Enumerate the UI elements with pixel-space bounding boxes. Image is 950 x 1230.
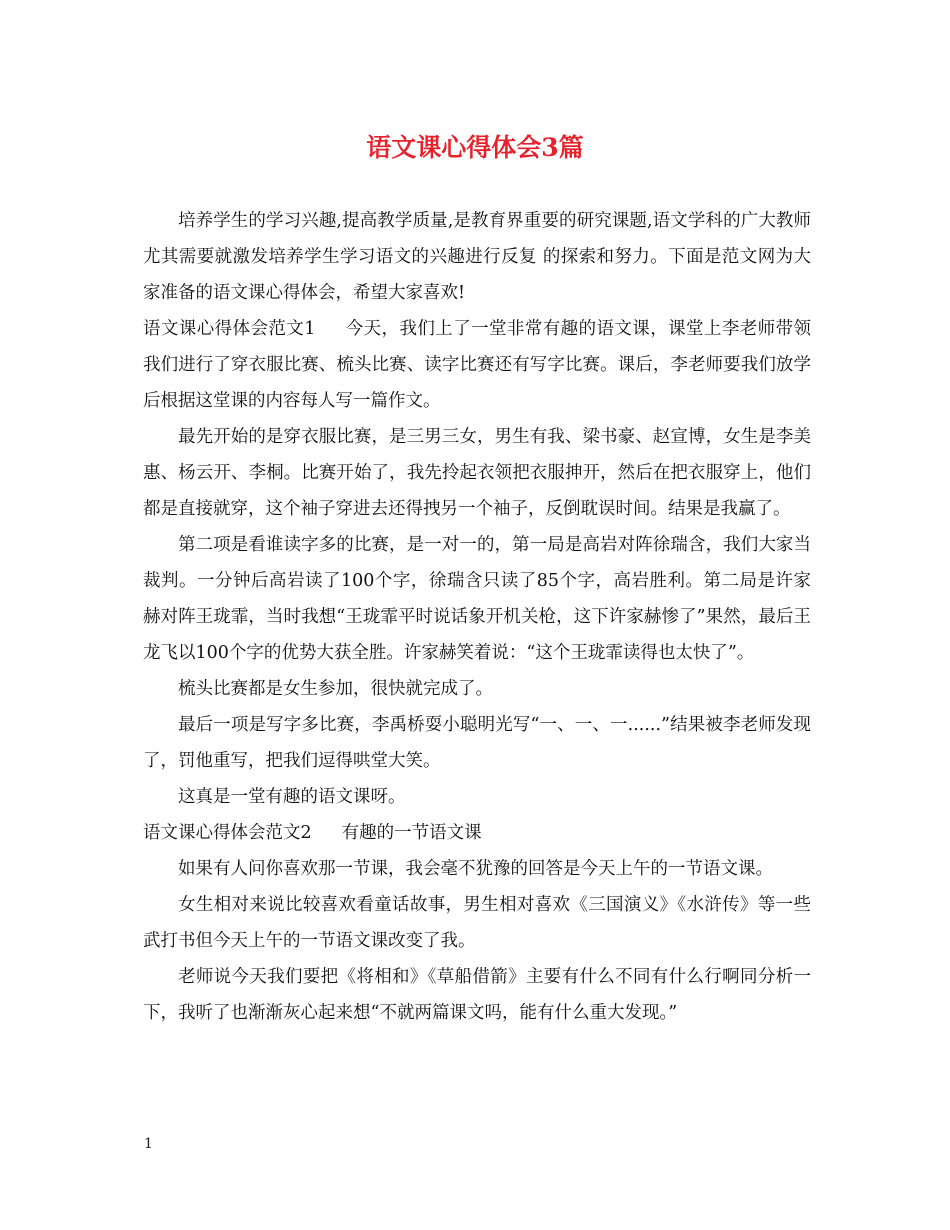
intro-paragraph: 培养学生的学习兴趣,提高教学质量,是教育界重要的研究课题,语文学科的广大教师尤其需要就激发培养学生学习语文的兴趣进行反复 的探索和努力。下面是范文网为大家准备的语文课心得体会，希望大家喜欢! xyxy=(143,211,811,303)
section1-first-paragraph xyxy=(143,311,811,419)
section2-first-text: 有趣的一节语文课 xyxy=(341,823,482,843)
section2-first-paragraph xyxy=(143,815,811,851)
section1-first-text: 今天，我们上了一堂非常有趣的语文课，课堂上李老师带领我们进行了穿衣服比赛、梳头比赛、读字比赛还有写字比赛。课后，李老师要我们放学后根据这堂课的内容每人写一篇作文。 xyxy=(143,319,811,411)
section1-paragraph: 最先开始的是穿衣服比赛，是三男三女，男生有我、梁书豪、赵宣博，女生是李美惠、杨云开、李桐。比赛开始了，我先拎起衣领把衣服抻开，然后在把衣服穿上，他们都是直接就穿，这个袖子穿进去还得拽另一个袖子，反倒耽误时间。结果是我赢了。 xyxy=(143,427,811,519)
section2-paragraph: 女生相对来说比较喜欢看童话故事，男生相对喜欢《三国演义》《水浒传》等一些武打书但今天上午的一节语文课改变了我。 xyxy=(143,895,811,951)
section1-paragraph: 最后一项是写字多比赛，李禹桥耍小聪明光写“一、一、一......”结果被李老师发现了，罚他重写，把我们逗得哄堂大笑。 xyxy=(143,715,811,771)
document-title: 语文课心得体会3篇 xyxy=(366,133,584,162)
section1-paragraph: 第二项是看谁读字多的比赛，是一对一的，第一局是高岩对阵徐瑞含，我们大家当裁判。一分钟后高岩读了100个字，徐瑞含只读了85个字，高岩胜利。第二局是许家赫对阵王珑霏，当时我想“王珑霏平时说话象开机关枪，这下许家赫惨了”果然，最后王龙飞以100个字的优势大获全胜。许家赫笑着说：“这个王珑霏读得也太快了”。 xyxy=(143,535,811,663)
section2-paragraph: 如果有人问你喜欢那一节课，我会毫不犹豫的回答是今天上午的一节语文课。 xyxy=(178,859,773,879)
section2-paragraph: 老师说今天我们要把《将相和》《草船借箭》主要有什么不同有什么行啊同分析一下，我听了也渐渐灰心起来想“不就两篇课文吗，能有什么重大发现。” xyxy=(143,967,811,1023)
section1-paragraph: 这真是一堂有趣的语文课呀。 xyxy=(178,787,406,807)
page-number: 1 xyxy=(144,1136,153,1152)
section1-paragraph: 梳头比赛都是女生参加，很快就完成了。 xyxy=(178,679,493,699)
section2-label: 语文课心得体会范文2 xyxy=(143,823,312,843)
document-body xyxy=(143,203,811,1031)
section1-label: 语文课心得体会范文1 xyxy=(143,319,316,339)
